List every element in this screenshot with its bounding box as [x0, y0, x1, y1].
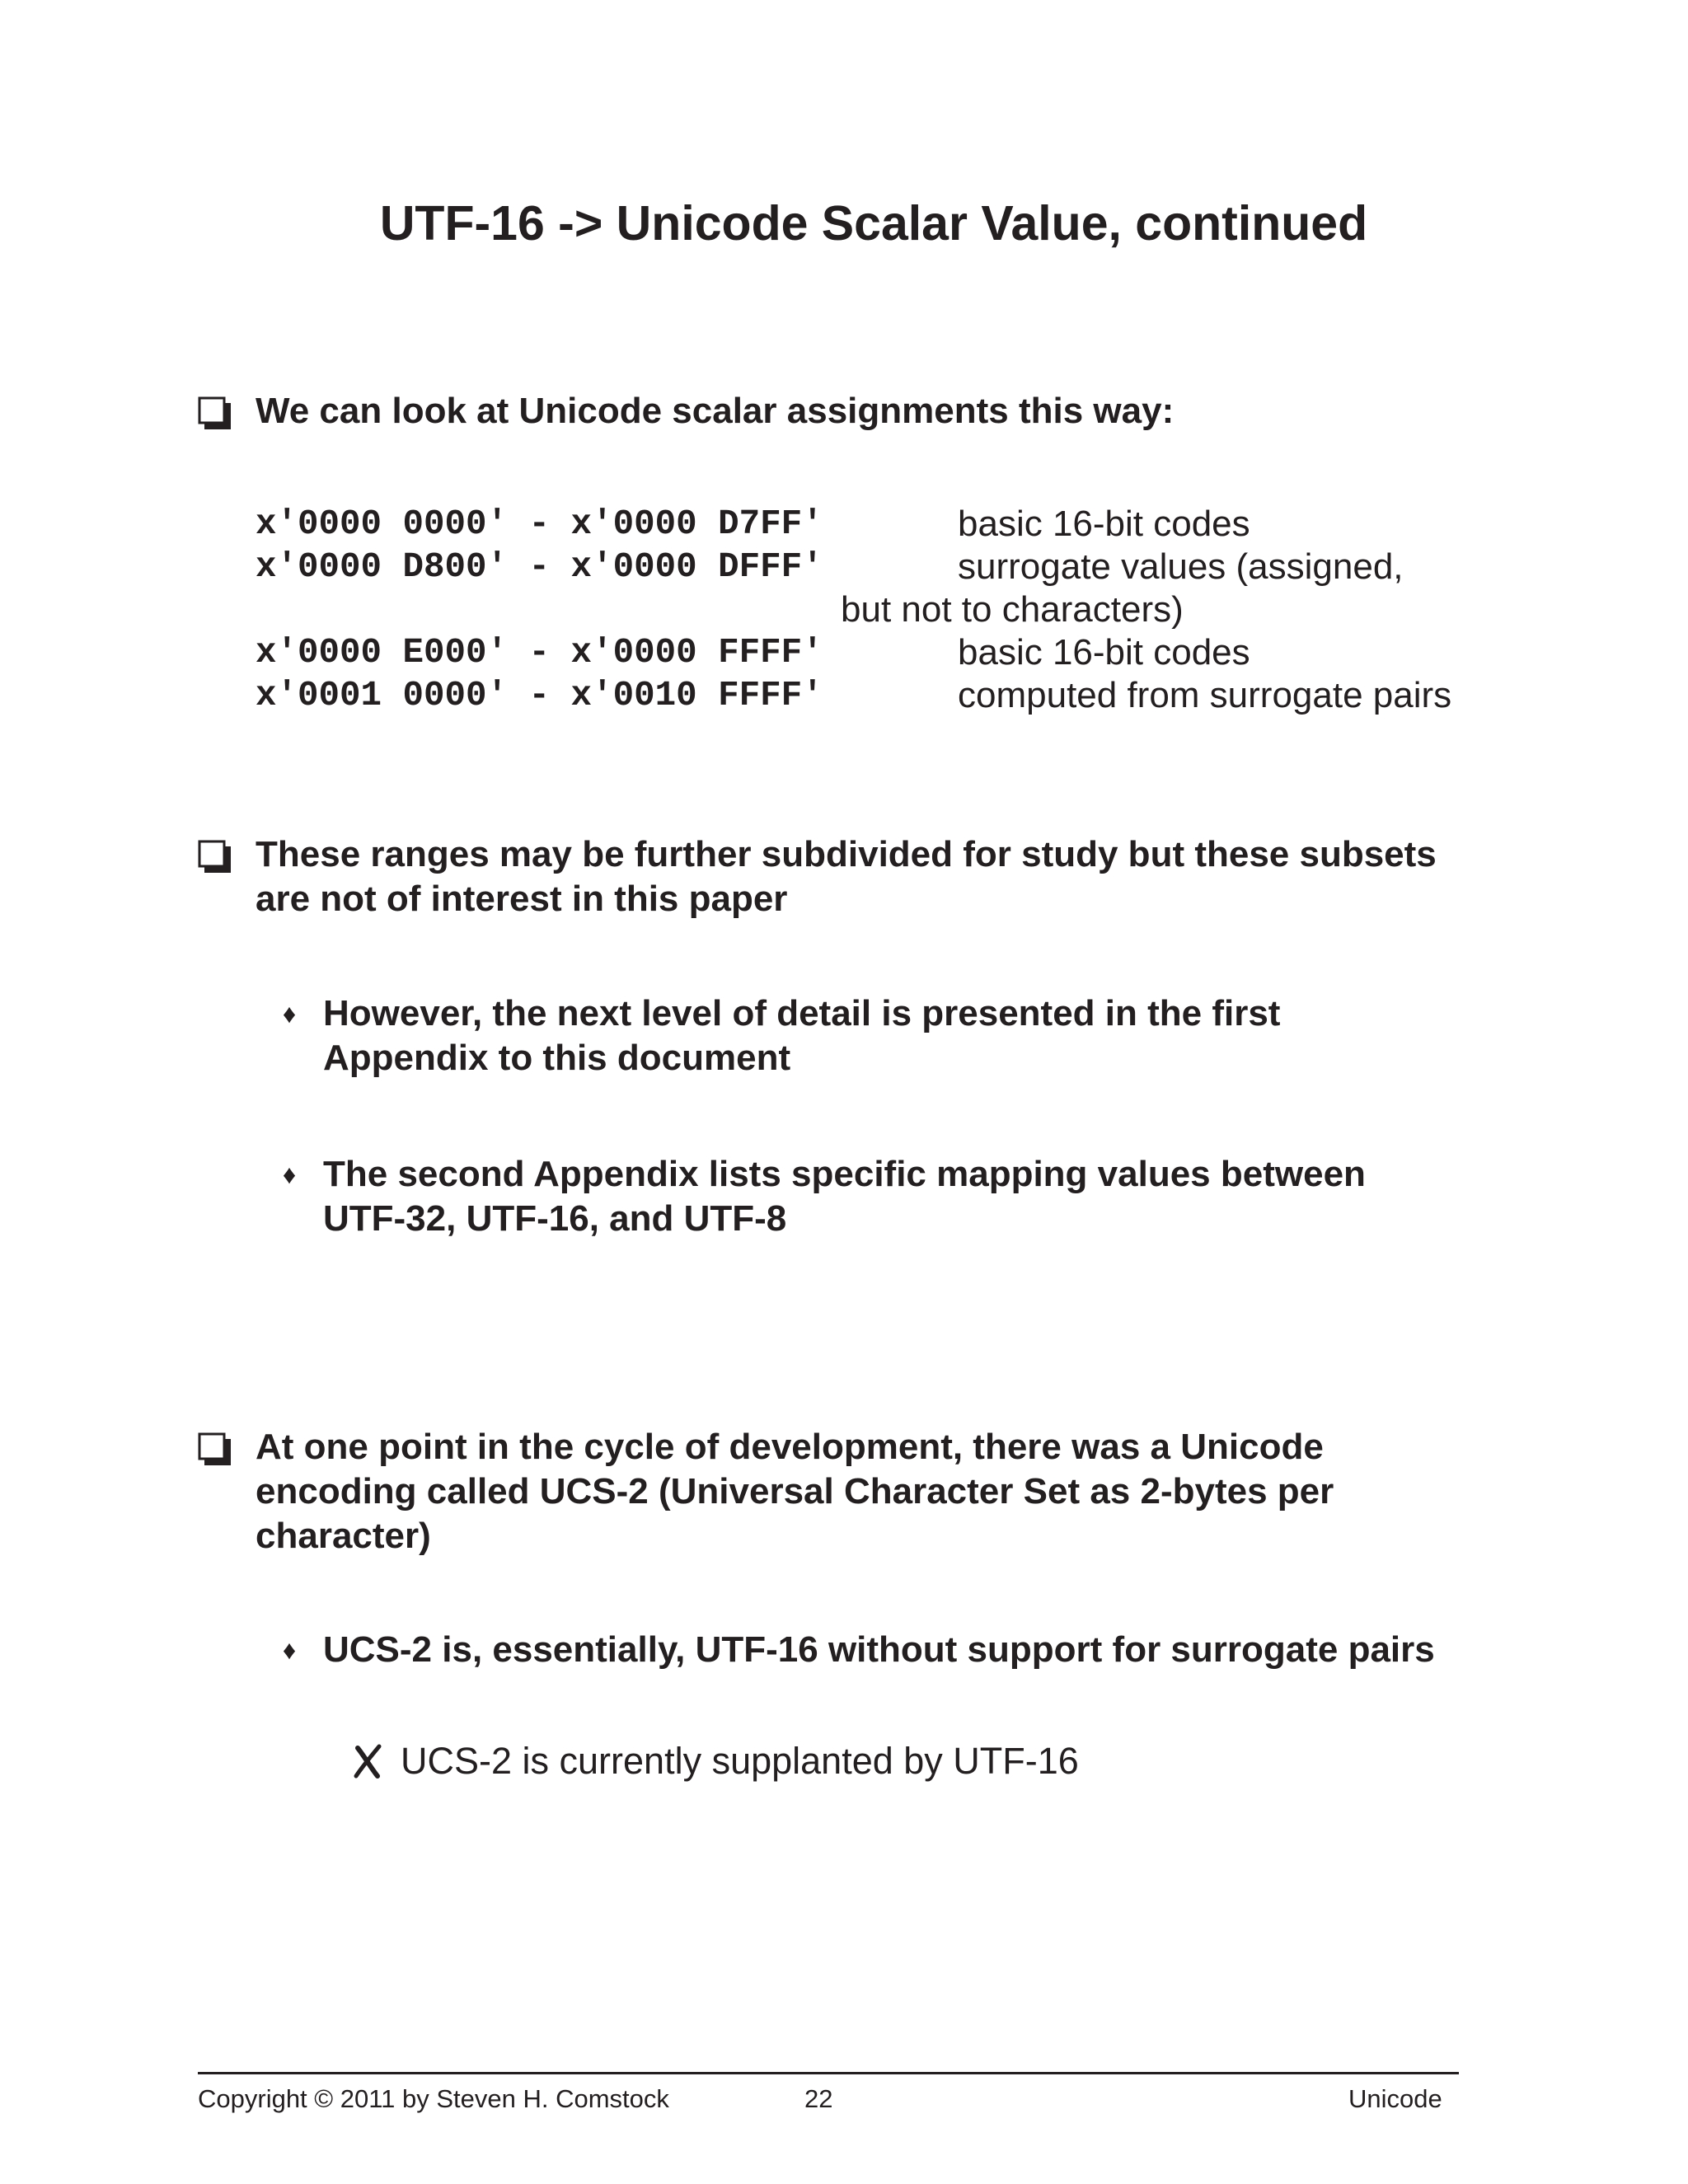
cross-mark-icon [353, 1743, 382, 1779]
range-desc-1: basic 16-bit codes [958, 504, 1250, 544]
diamond-icon: ♦ [282, 1635, 297, 1665]
range-desc-4: computed from surrogate pairs [958, 675, 1452, 715]
range-code-1: x'0000 0000' - x'0000 D7FF' [256, 504, 823, 544]
section-3-sub-item: UCS-2 is currently supplanted by UTF-16 [401, 1740, 1079, 1782]
range-code-3: x'0000 E000' - x'0000 FFFF' [256, 633, 823, 673]
section-3-bullet-1: UCS-2 is, essentially, UTF-16 without support for surrogate pairs [323, 1629, 1435, 1670]
page-title: UTF-16 -> Unicode Scalar Value, continued [379, 196, 1368, 251]
section-2-bullet-2: The second Appendix lists specific mapping values between UTF-32, UTF-16, and UTF-8 [323, 1154, 1366, 1239]
range-code-4: x'0001 0000' - x'0010 FFFF' [256, 676, 823, 715]
range-desc-2: surrogate values (assigned, [958, 546, 1404, 587]
section-2-bullet-1: However, the next level of detail is presented in the first Appendix to this document [323, 993, 1281, 1078]
range-desc-3: basic 16-bit codes [958, 632, 1250, 673]
section-3-text: At one point in the cycle of development, there was a Unicode encoding called UCS-2 (Universal Character Set as 2-bytes per character) [256, 1427, 1334, 1556]
footer-topic: Unicode [1348, 2084, 1442, 2113]
footer-copyright: Copyright © 2011 by Steven H. Comstock [198, 2084, 669, 2113]
footer-page-number: 22 [804, 2084, 833, 2113]
section-2-text: These ranges may be further subdivided for study but these subsets are not of interest in this paper [256, 834, 1437, 919]
range-code-2: x'0000 D800' - x'0000 DFFF' [256, 547, 823, 587]
section-1-text: We can look at Unicode scalar assignments this way: [256, 391, 1175, 431]
footer-rule [198, 2072, 1459, 2074]
diamond-icon: ♦ [282, 999, 297, 1029]
range-desc-2-continued: but not to characters) [841, 589, 1184, 630]
checkbox-shadow-icon [198, 840, 232, 874]
checkbox-shadow-icon [198, 396, 232, 431]
checkbox-shadow-icon [198, 1432, 232, 1467]
diamond-icon: ♦ [282, 1160, 297, 1189]
